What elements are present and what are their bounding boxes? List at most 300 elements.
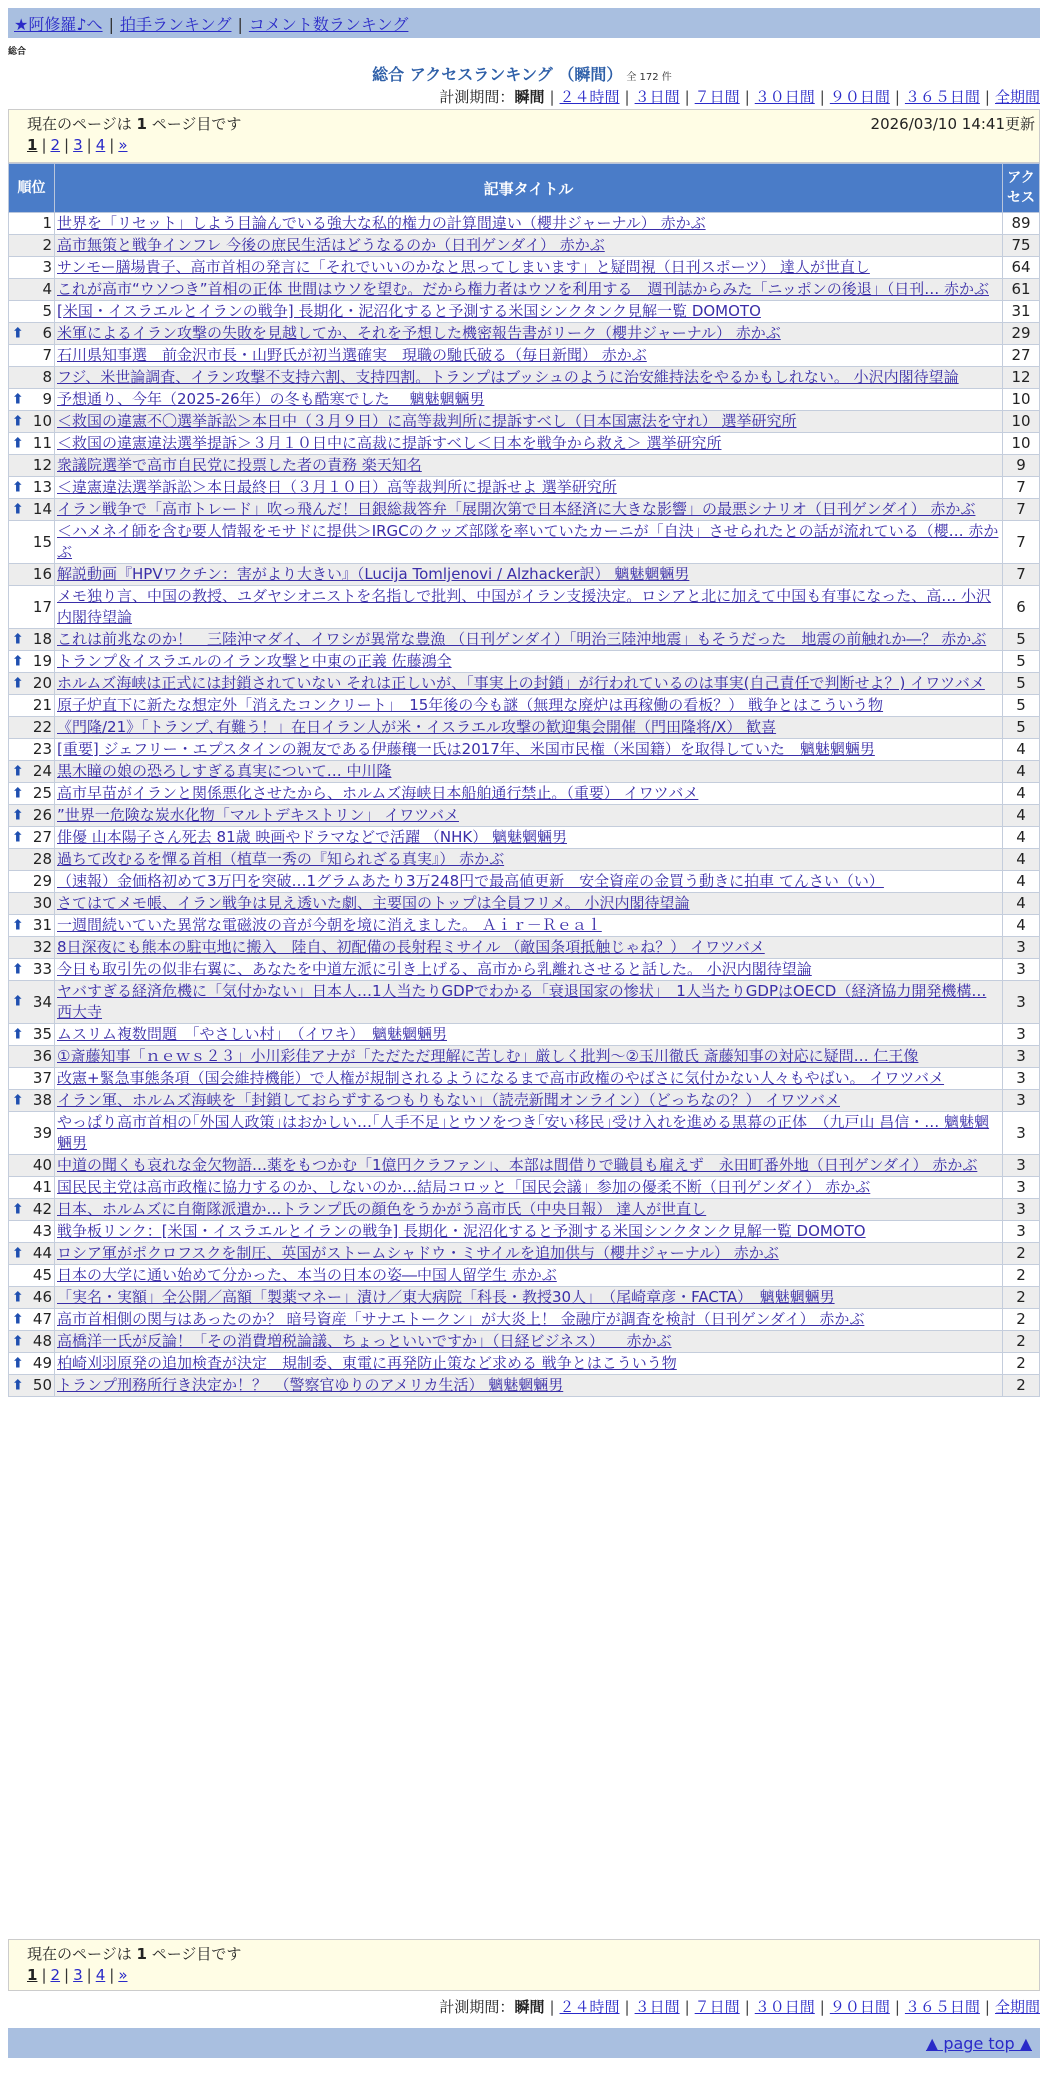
rank-up-arrow-icon: ⬆ — [12, 501, 24, 517]
comment-ranking-link[interactable]: コメント数ランキング — [248, 15, 409, 34]
updated-timestamp: 2026/03/10 14:41更新 — [870, 115, 1035, 133]
rank-cell — [9, 849, 55, 871]
article-title-link[interactable]: 世界を「リセット」しよう目論んでいる強大な私的権力の計算間違い（櫻井ジャーナル） 赤かぶ — [57, 214, 706, 232]
article-title-link[interactable]: 石川県知事選 前金沢市長・山野氏が初当選確実 現職の馳氏破る（毎日新聞） 赤かぶ — [57, 346, 647, 364]
article-title-link[interactable]: 高市首相側の関与はあったのか？ 暗号資産「サナエトークン」が大炎上！ 金融庁が調査を検討（日刊ゲンダイ） 赤かぶ — [57, 1310, 865, 1328]
title-cell — [55, 433, 1003, 455]
page-separator: | — [86, 136, 92, 154]
article-title-link[interactable]: 中道の聞くも哀れな金欠物語…薬をもつかむ「1億円クラファン」、本部は間借りで職員も雇えず 永田町番外地（日刊ゲンダイ） 赤かぶ — [57, 1156, 978, 1174]
article-title-link[interactable]: これが高市“ウソつき”首相の正体 世間はウソを望む。だから権力者はウソを利用する 週刊誌からみた「ニッポンの後退」（日刊… 赤かぶ — [57, 280, 989, 298]
rank-up-arrow-icon: ⬆ — [12, 653, 24, 669]
page-link[interactable]: 2 — [50, 136, 61, 154]
rank-number: 9 — [42, 390, 52, 408]
article-title-link[interactable]: 日本の大学に通い始めて分かった、本当の日本の姿―中国人留学生 赤かぶ — [57, 1266, 557, 1284]
rank-number: 29 — [32, 872, 52, 890]
rank-cell — [9, 367, 55, 389]
rank-number: 26 — [32, 806, 52, 824]
access-count: 9 — [1003, 455, 1040, 477]
rank-up-arrow-icon: ⬆ — [12, 391, 24, 407]
rank-up-arrow-icon: ⬆ — [12, 1377, 24, 1393]
rank-up-arrow-icon: ⬆ — [12, 993, 24, 1010]
period-label: 計測期間： — [439, 1998, 515, 2016]
title-cell — [55, 455, 1003, 477]
title-cell — [55, 1243, 1003, 1265]
article-title-link[interactable]: イラン戦争で「高市トレード」吹っ飛んだ！日銀総裁答弁「展開次第で日本経済に大きな影響」の最悪シナリオ（日刊ゲンダイ） 赤かぶ — [57, 500, 976, 518]
article-title-link[interactable]: ＜救国の違憲不〇選挙訴訟＞本日中（３月９日）に高等裁判所に提訴すべし（日本国憲法を守れ） 選挙研究所 — [57, 412, 797, 430]
table-row — [9, 521, 1040, 564]
rank-number: 10 — [32, 412, 52, 430]
title-cell — [55, 849, 1003, 871]
period-label: 計測期間： — [439, 88, 515, 106]
article-title-link[interactable]: ①斎藤知事「ｎｅｗｓ２３」小川彩佳アナが「ただただ理解に苦しむ」厳しく批判～②玉川徹氏 斎藤知事の対応に疑問… 仁王像 — [57, 1047, 919, 1065]
period-option-link[interactable]: ２４時間 — [559, 1998, 620, 2016]
period-separator: | — [819, 88, 825, 106]
article-title-link[interactable]: やっぱり高市首相の｢外国人政策｣はおかしい…｢人手不足｣とウソをつき｢安い移民｣受け入れを進める黒幕の正体 （九戸山 昌信・… 魑魅魍魎男 — [57, 1113, 990, 1152]
title-cell — [55, 1199, 1003, 1221]
table-row — [9, 1375, 1040, 1397]
access-count: 3 — [1003, 1112, 1040, 1155]
access-count: 3 — [1003, 1068, 1040, 1090]
access-count: 4 — [1003, 761, 1040, 783]
access-count: 3 — [1003, 1155, 1040, 1177]
period-option-link[interactable]: 全期間 — [994, 88, 1040, 106]
rank-cell — [9, 213, 55, 235]
rank-cell — [9, 673, 55, 695]
period-separator: | — [894, 88, 900, 106]
rank-number: 39 — [32, 1123, 52, 1142]
rank-up-arrow-icon: ⬆ — [12, 1355, 24, 1371]
rank-up-arrow-icon: ⬆ — [12, 1311, 24, 1327]
article-title-link[interactable]: トランプ＆イスラエルのイラン攻撃と中東の正義 佐藤鴻全 — [57, 652, 452, 670]
rank-up-arrow-icon: ⬆ — [12, 1092, 24, 1108]
rank-cell — [9, 695, 55, 717]
current-page-text: 現在のページは 1 ページ目です — [27, 115, 242, 133]
bottom-bar — [8, 2028, 1040, 2058]
access-count: 3 — [1003, 981, 1040, 1024]
title-cell — [55, 1265, 1003, 1287]
page-title: 総合 アクセスランキング （瞬間） — [372, 65, 623, 84]
rank-number: 4 — [42, 280, 52, 298]
title-cell — [55, 1155, 1003, 1177]
rank-cell — [9, 805, 55, 827]
article-title-link[interactable]: ”世界一危険な炭水化物「マルトデキストリン」 イワツバメ — [57, 806, 459, 824]
rank-number: 46 — [32, 1288, 52, 1306]
col-access-header: アクセス — [1003, 164, 1040, 213]
table-row — [9, 367, 1040, 389]
page-separator: | — [41, 136, 47, 154]
title-cell — [55, 1046, 1003, 1068]
nav-separator: | — [108, 15, 114, 34]
table-row — [9, 1243, 1040, 1265]
title-cell — [55, 1375, 1003, 1397]
next-page-link[interactable]: » — [118, 136, 128, 154]
article-title-link[interactable]: イラン軍、ホルムズ海峡を「封鎖しておらずするつもりもない」（読売新聞オンライン）（どっちなの？） イワツバメ — [57, 1091, 840, 1109]
col-title-header: 記事タイトル — [55, 164, 1003, 213]
article-title-link[interactable]: 一週間続いていた異常な電磁波の音が今朝を境に消えました。 Ａｉｒ－Ｒｅａｌ — [57, 916, 602, 934]
rank-number: 8 — [42, 368, 52, 386]
article-title-link[interactable]: 高市無策と戦争インフレ 今後の庶民生活はどうなるのか（日刊ゲンダイ） 赤かぶ — [57, 236, 605, 254]
table-row — [9, 849, 1040, 871]
article-title-link[interactable]: ＜ハメネイ師を含む要人情報をモサドに提供＞IRGCのクッズ部隊を率いていたカーニが「自決」させられたとの話が流れている（櫻… 赤かぶ — [57, 522, 999, 561]
access-count: 4 — [1003, 915, 1040, 937]
rank-up-arrow-icon: ⬆ — [12, 1289, 24, 1305]
access-count: 4 — [1003, 739, 1040, 761]
period-option-link[interactable]: 全期間 — [994, 1998, 1040, 2016]
table-row — [9, 235, 1040, 257]
table-row — [9, 586, 1040, 629]
article-title-link[interactable]: サンモー膳場貴子、高市首相の発言に「それでいいのかなと思ってしまいます」と疑問視（日刊スポーツ） 達人が世直し — [57, 258, 870, 276]
access-count: 61 — [1003, 279, 1040, 301]
access-count: 2 — [1003, 1287, 1040, 1309]
table-row — [9, 1265, 1040, 1287]
article-title-link[interactable]: 戦争板リンク：[米国・イスラエルとイランの戦争] 長期化・泥沼化すると予測する米国シンクタンク見解一覧 DOMOTO — [57, 1222, 866, 1240]
rank-cell — [9, 1243, 55, 1265]
title-cell — [55, 564, 1003, 586]
title-cell — [55, 1221, 1003, 1243]
period-option-link[interactable]: ７日間 — [694, 88, 740, 106]
rank-number: 5 — [42, 302, 52, 320]
article-title-link[interactable]: 高市早苗がイランと関係悪化させたから、ホルムズ海峡日本船舶通行禁止。（重要） イワツバメ — [57, 784, 699, 802]
home-link[interactable]: ★阿修羅♪へ — [14, 15, 103, 34]
access-count: 3 — [1003, 1199, 1040, 1221]
title-cell — [55, 1353, 1003, 1375]
rank-cell — [9, 1112, 55, 1155]
access-count: 4 — [1003, 849, 1040, 871]
title-cell — [55, 301, 1003, 323]
period-option-link[interactable]: ３日間 — [634, 1998, 680, 2016]
period-selector-bottom — [439, 1996, 1040, 2017]
rank-cell — [9, 323, 55, 345]
article-title-link[interactable]: ＜違憲違法選挙訴訟＞本日最終日（３月１０日）高等裁判所に提訴せよ 選挙研究所 — [57, 478, 617, 496]
article-title-link[interactable]: 柏崎刈羽原発の追加検査が決定 規制委、東電に再発防止策など求める 戦争とはこういう物 — [57, 1354, 677, 1372]
article-title-link[interactable]: フジ、米世論調査、イラン攻撃不支持六割、支持四割。トランプはブッシュのように治安維持法をやるかもしれない。 小沢内閣待望論 — [57, 368, 959, 386]
period-separator: | — [984, 88, 990, 106]
title-cell — [55, 411, 1003, 433]
table-row — [9, 433, 1040, 455]
rank-cell — [9, 959, 55, 981]
rank-number: 41 — [32, 1178, 52, 1196]
rank-cell — [9, 1221, 55, 1243]
table-row — [9, 389, 1040, 411]
rank-number: 21 — [32, 696, 52, 714]
rank-up-arrow-icon: ⬆ — [12, 917, 24, 933]
rank-up-arrow-icon: ⬆ — [12, 675, 24, 691]
table-row — [9, 1024, 1040, 1046]
next-page-link[interactable]: » — [118, 1966, 128, 1984]
rank-up-arrow-icon: ⬆ — [12, 961, 24, 977]
table-row — [9, 279, 1040, 301]
period-option-link[interactable]: ９０日間 — [829, 1998, 890, 2016]
article-title-link[interactable]: ロシア軍がポクロフスクを制圧、英国がストームシャドウ・ミサイルを追加供与（櫻井ジャーナル） 赤かぶ — [57, 1244, 779, 1262]
period-option-link[interactable]: ７日間 — [694, 1998, 740, 2016]
article-title-link[interactable]: 原子炉直下に新たな想定外「消えたコンクリート」 15年後の今も謎（無理な廃炉は再稼働の看板？） 戦争とはこういう物 — [57, 696, 884, 714]
rank-cell — [9, 389, 55, 411]
table-row — [9, 629, 1040, 651]
access-count: 10 — [1003, 433, 1040, 455]
rank-number: 45 — [32, 1266, 52, 1284]
title-cell — [55, 345, 1003, 367]
rank-cell — [9, 564, 55, 586]
rank-number: 44 — [32, 1244, 52, 1262]
article-title-link[interactable]: 米軍によるイラン攻撃の失敗を見越してか、それを予想した機密報告書がリーク（櫻井ジャーナル） 赤かぶ — [57, 324, 781, 342]
period-current: 瞬間 — [514, 1998, 545, 2016]
rank-number: 40 — [32, 1156, 52, 1174]
access-count: 3 — [1003, 1024, 1040, 1046]
access-count: 3 — [1003, 1221, 1040, 1243]
rank-number: 11 — [32, 434, 52, 452]
table-row — [9, 1155, 1040, 1177]
access-count: 10 — [1003, 389, 1040, 411]
table-row — [9, 805, 1040, 827]
table-row — [9, 499, 1040, 521]
article-title-link[interactable]: 日本、ホルムズに自衛隊派遣か…トランプ氏の顔色をうかがう高市氏（中央日報） 達人が世直し — [57, 1200, 707, 1218]
rank-cell — [9, 1155, 55, 1177]
article-title-link[interactable]: ＜救国の違憲違法選挙提訴＞３月１０日中に高裁に提訴すべし＜日本を戦争から救え＞ 選挙研究所 — [57, 434, 722, 452]
rank-cell — [9, 629, 55, 651]
title-cell — [55, 521, 1003, 564]
rank-cell — [9, 717, 55, 739]
rank-number: 50 — [32, 1376, 52, 1394]
title-cell — [55, 1068, 1003, 1090]
rank-cell — [9, 1068, 55, 1090]
rank-cell — [9, 1353, 55, 1375]
page-top-link[interactable]: ▲ page top ▲ — [925, 2034, 1032, 2053]
rank-number: 38 — [32, 1091, 52, 1109]
article-title-link[interactable]: [米国・イスラエルとイランの戦争] 長期化・泥沼化すると予測する米国シンクタンク見解一覧 DOMOTO — [57, 302, 761, 320]
period-separator: | — [549, 88, 555, 106]
page-link[interactable]: 3 — [73, 136, 83, 154]
title-cell — [55, 499, 1003, 521]
table-row — [9, 937, 1040, 959]
title-cell — [55, 235, 1003, 257]
article-title-link[interactable]: トランプ刑務所行き決定か！？ （警察官ゆりのアメリカ生活） 魑魅魍魎男 — [57, 1376, 564, 1394]
table-row — [9, 564, 1040, 586]
pager-panel-top — [8, 109, 1040, 163]
section-label: 総合 — [8, 47, 27, 57]
col-rank-header: 順位 — [9, 164, 55, 213]
title-cell — [55, 1024, 1003, 1046]
rank-number: 32 — [32, 938, 52, 956]
access-count: 6 — [1003, 586, 1040, 629]
access-count: 3 — [1003, 937, 1040, 959]
pagination — [27, 1966, 128, 1984]
title-cell — [55, 915, 1003, 937]
rank-up-arrow-icon: ⬆ — [12, 413, 24, 429]
page-link[interactable]: 3 — [73, 1966, 83, 1984]
page-separator: | — [86, 1966, 92, 1984]
article-title-link[interactable]: 黒木瞳の娘の恐ろしすぎる真実について… 中川隆 — [57, 762, 392, 780]
title-cell — [55, 257, 1003, 279]
title-cell — [55, 586, 1003, 629]
period-selector-top — [439, 86, 1040, 107]
access-count: 10 — [1003, 411, 1040, 433]
page-link[interactable]: 4 — [95, 136, 106, 154]
page-link[interactable]: 2 — [50, 1966, 61, 1984]
rank-number: 15 — [32, 532, 52, 551]
page-separator: | — [109, 136, 115, 154]
access-count: 2 — [1003, 1353, 1040, 1375]
rank-cell — [9, 433, 55, 455]
article-title-link[interactable]: ホルムズ海峡は正式には封鎖されていない それは正しいが、「事実上の封鎖」が行われているのは事実(自己責任で判断せよ？) イワツバメ — [57, 674, 985, 692]
page-link[interactable]: 4 — [95, 1966, 106, 1984]
table-row — [9, 477, 1040, 499]
table-row — [9, 1112, 1040, 1155]
rank-number: 37 — [32, 1069, 52, 1087]
rank-number: 16 — [32, 565, 52, 583]
rank-number: 49 — [32, 1354, 52, 1372]
title-cell — [55, 1287, 1003, 1309]
rank-cell — [9, 499, 55, 521]
access-count: 27 — [1003, 345, 1040, 367]
rank-number: 35 — [32, 1025, 52, 1043]
rank-number: 14 — [32, 500, 52, 518]
rank-number: 17 — [32, 597, 52, 616]
page-current: 1 — [27, 136, 38, 154]
article-title-link[interactable]: メモ独り言、中国の教授、ユダヤシオニストを名指しで批判、中国がイラン支援決定。ロシアと北に加えて中国も有事になった、高… 小沢内閣待望論 — [57, 587, 992, 626]
rank-cell — [9, 521, 55, 564]
access-count: 5 — [1003, 629, 1040, 651]
title-cell — [55, 1331, 1003, 1353]
rank-number: 30 — [32, 894, 52, 912]
article-title-link[interactable]: 改憲+緊急事態条項（国会維持機能）で人権が規制されるようになるまで高市政権のやばさに気付かない人々もやばい。 イワツバメ — [57, 1069, 945, 1087]
clap-ranking-link[interactable]: 拍手ランキング — [119, 15, 232, 34]
rank-number: 42 — [32, 1200, 52, 1218]
table-row — [9, 915, 1040, 937]
rank-number: 34 — [32, 992, 52, 1011]
title-cell — [55, 783, 1003, 805]
period-option-link[interactable]: ３０日間 — [754, 1998, 815, 2016]
period-current: 瞬間 — [514, 88, 545, 106]
access-count: 89 — [1003, 213, 1040, 235]
rank-number: 36 — [32, 1047, 52, 1065]
table-row — [9, 1177, 1040, 1199]
table-row — [9, 959, 1040, 981]
period-option-link[interactable]: ３日間 — [634, 88, 680, 106]
rank-cell — [9, 1024, 55, 1046]
period-option-link[interactable]: ３６５日間 — [904, 88, 980, 106]
access-count: 7 — [1003, 499, 1040, 521]
title-cell — [55, 717, 1003, 739]
rank-number: 22 — [32, 718, 52, 736]
rank-cell — [9, 893, 55, 915]
period-separator: | — [624, 1998, 630, 2016]
table-row — [9, 411, 1040, 433]
access-count: 31 — [1003, 301, 1040, 323]
article-title-link[interactable]: 今日も取引先の似非右翼に、あなたを中道左派に引き上げる、高市から乳離れさせると話した。 小沢内閣待望論 — [57, 960, 812, 978]
table-row — [9, 1331, 1040, 1353]
access-count: 7 — [1003, 564, 1040, 586]
page-separator: | — [64, 136, 70, 154]
article-title-link[interactable]: これは前兆なのか！ 三陸沖マダイ、イワシが異常な豊漁 （日刊ゲンダイ）「明治三陸沖地震」もそうだった 地震の前触れか―？ 赤かぶ — [57, 630, 987, 648]
article-title-link[interactable]: 「実名・実額」全公開／高額「製薬マネー」漬け／東大病院「科長・教授30人」 （尾崎章彦・FACTA） 魑魅魍魎男 — [57, 1288, 835, 1306]
article-title-link[interactable]: 過ちて改むるを憚る首相（植草一秀の『知られざる真実』） 赤かぶ — [57, 850, 505, 868]
period-option-link[interactable]: ９０日間 — [829, 88, 890, 106]
rank-cell — [9, 1375, 55, 1397]
article-title-link[interactable]: 高橋洋一氏が反論！「その消費増税論議、ちょっといいですか」（日経ビジネス） 赤かぶ — [57, 1332, 672, 1350]
access-count: 3 — [1003, 1177, 1040, 1199]
rank-number: 27 — [32, 828, 52, 846]
title-cell — [55, 1177, 1003, 1199]
pager-panel-bottom — [8, 1939, 1040, 1991]
title-cell — [55, 1112, 1003, 1155]
table-row — [9, 1046, 1040, 1068]
article-title-link[interactable]: （速報）金価格初めて3万円を突破…1グラムあたり3万248円で最高値更新 安全資産の金買う動きに拍車 てんさい（い） — [57, 872, 884, 890]
access-count: 7 — [1003, 477, 1040, 499]
rank-cell — [9, 739, 55, 761]
rank-cell — [9, 915, 55, 937]
rank-cell — [9, 937, 55, 959]
article-title-link[interactable]: さてはてメモ帳、イラン戦争は見え透いた劇、主要国のトップは全員フリメ。 小沢内閣待望論 — [57, 894, 690, 912]
article-title-link[interactable]: 予想通り、今年（2025-26年）の冬も酷寒でした 魑魅魍魎男 — [57, 390, 485, 408]
rank-up-arrow-icon: ⬆ — [12, 785, 24, 801]
title-cell — [55, 761, 1003, 783]
access-count: 75 — [1003, 235, 1040, 257]
rank-number: 20 — [32, 674, 52, 692]
period-separator: | — [744, 1998, 750, 2016]
title-cell — [55, 695, 1003, 717]
page-separator: | — [64, 1966, 70, 1984]
access-count: 4 — [1003, 805, 1040, 827]
table-row — [9, 1068, 1040, 1090]
article-title-link[interactable]: 解説動画『HPVワクチン：害がより大きい』（Lucija Tomljenovi / Alzhacker訳） 魑魅魍魎男 — [57, 565, 690, 583]
rank-number: 31 — [32, 916, 52, 934]
article-title-link[interactable]: 俳優 山本陽子さん死去 81歳 映画やドラマなどで活躍 （NHK） 魑魅魍魎男 — [57, 828, 567, 846]
title-cell — [55, 805, 1003, 827]
article-title-link[interactable]: 国民民主党は高市政権に協力するのか、しないのか…結局コロッと「国民会議」参加の優柔不断（日刊ゲンダイ） 赤かぶ — [57, 1178, 871, 1196]
table-row — [9, 827, 1040, 849]
access-count: 2 — [1003, 1375, 1040, 1397]
period-option-link[interactable]: ２４時間 — [559, 88, 620, 106]
period-option-link[interactable]: ３０日間 — [754, 88, 815, 106]
access-count: 12 — [1003, 367, 1040, 389]
rank-cell — [9, 981, 55, 1024]
rank-number: 13 — [32, 478, 52, 496]
title-cell — [55, 1090, 1003, 1112]
period-option-link[interactable]: ３６５日間 — [904, 1998, 980, 2016]
title-cell — [55, 651, 1003, 673]
rank-number: 19 — [32, 652, 52, 670]
rank-cell — [9, 586, 55, 629]
table-row — [9, 1353, 1040, 1375]
access-count: 5 — [1003, 651, 1040, 673]
rank-cell — [9, 1090, 55, 1112]
rank-cell — [9, 455, 55, 477]
article-title-link[interactable]: ヤバすぎる経済危機に「気付かない」日本人…1人当たりGDPでわかる「衰退国家の惨状」 1人当たりGDPはOECD（経済協力開発機構… 西大寺 — [57, 982, 987, 1021]
table-row — [9, 1309, 1040, 1331]
period-separator: | — [549, 1998, 555, 2016]
table-row — [9, 1090, 1040, 1112]
rank-number: 43 — [32, 1222, 52, 1240]
article-title-link[interactable]: ムスリム複数問題 「やさしい村」 （イワキ） 魑魅魍魎男 — [57, 1025, 448, 1043]
title-cell — [55, 323, 1003, 345]
article-title-link[interactable]: 《門隆/21》「トランプ､有難う！」在日イラン人が米・イスラエル攻撃の歓迎集会開催（門田隆将/X） 歓喜 — [57, 718, 777, 736]
title-cell — [55, 213, 1003, 235]
top-nav-bar — [8, 8, 1040, 38]
title-cell — [55, 367, 1003, 389]
rank-up-arrow-icon: ⬆ — [12, 479, 24, 495]
rank-up-arrow-icon: ⬆ — [12, 435, 24, 451]
access-count: 3 — [1003, 959, 1040, 981]
title-cell — [55, 959, 1003, 981]
rank-cell — [9, 871, 55, 893]
article-title-link[interactable]: 8日深夜にも熊本の駐屯地に搬入 陸自、初配備の長射程ミサイル （敵国条項抵触じゃね？） イワツバメ — [57, 938, 765, 956]
rank-up-arrow-icon: ⬆ — [12, 829, 24, 845]
article-title-link[interactable]: [重要] ジェフリー・エプスタインの親友である伊藤穰一氏は2017年、米国市民権（米国籍）を取得していた 魑魅魍魎男 — [57, 740, 875, 758]
table-row — [9, 1221, 1040, 1243]
article-title-link[interactable]: 衆議院選挙で高市自民党に投票した者の責務 楽天知名 — [57, 456, 422, 474]
period-separator: | — [624, 88, 630, 106]
period-separator: | — [984, 1998, 990, 2016]
